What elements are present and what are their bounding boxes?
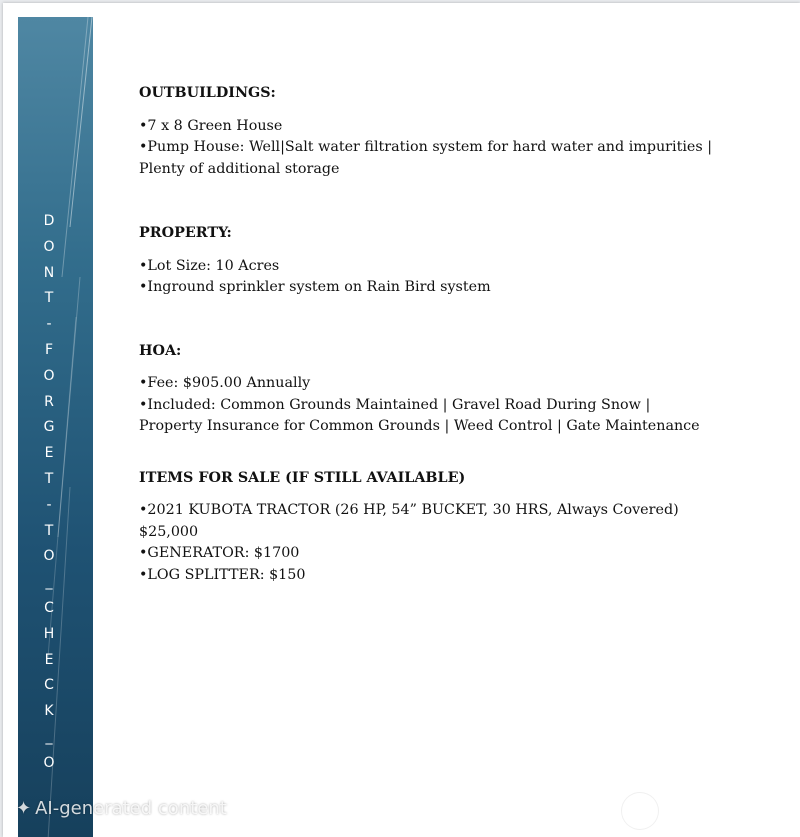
vertical-letter: E (44, 445, 54, 462)
vertical-letter: E (44, 651, 54, 668)
vertical-letter: - (46, 496, 52, 513)
vertical-letter: F (44, 341, 54, 358)
vertical-letter: C (44, 599, 54, 616)
sale-item: •GENERATOR: $1700 (139, 545, 300, 561)
vertical-letter: O (43, 238, 55, 255)
property-heading: PROPERTY: (139, 225, 232, 241)
vertical-letter: T (44, 470, 54, 487)
vertical-letter: D (43, 213, 55, 229)
circle-button[interactable] (621, 792, 659, 830)
outbuildings-item: •Pump House: Well|Salt water filtration system for hard water and impurities | (139, 139, 713, 155)
items-for-sale-heading: ITEMS FOR SALE (IF STILL AVAILABLE) (139, 469, 466, 486)
vertical-letter: _ (45, 728, 53, 745)
sale-item: •LOG SPLITTER: $150 (139, 566, 306, 583)
vertical-letter: T (44, 522, 54, 539)
document-content (139, 83, 779, 586)
hoa-item: •Included: Common Grounds Maintained | Gravel Road During Snow | (139, 396, 651, 413)
vertical-letter: - (46, 316, 52, 333)
watermark-text: AI-generated content (35, 798, 227, 819)
vertical-letter: T (44, 290, 54, 307)
outbuildings-item: •7 x 8 Green House (139, 117, 283, 134)
sidebar-banner (18, 17, 93, 837)
hoa-heading: HOA: (139, 342, 182, 359)
sale-item-price: $25,000 (139, 523, 199, 540)
vertical-letter: O (43, 754, 55, 771)
vertical-letter: K (44, 703, 54, 720)
property-item: •Lot Size: 10 Acres (139, 257, 280, 274)
property-item: •Inground sprinkler system on Rain Bird system (139, 279, 491, 295)
vertical-letter: O (43, 367, 55, 384)
vertical-letter: H (43, 625, 55, 642)
hoa-item: •Fee: $905.00 Annually (139, 375, 311, 391)
vertical-reminder-text (18, 209, 80, 777)
sparkle-icon: ✦ (16, 798, 32, 819)
vertical-letter: R (44, 393, 54, 410)
vertical-letter: G (43, 419, 55, 436)
outbuildings-heading: OUTBUILDINGS: (139, 85, 276, 101)
ai-watermark (16, 798, 227, 819)
outbuildings-item-continued: Plenty of additional storage (139, 160, 340, 177)
vertical-letter: _ (45, 574, 53, 591)
document-page (3, 3, 800, 837)
vertical-letter: N (43, 264, 55, 281)
vertical-letter: O (43, 548, 55, 565)
sale-item: •2021 KUBOTA TRACTOR (26 HP, 54” BUCKET, 30 HRS, Always Covered) (139, 502, 679, 518)
hoa-item-continued: Property Insurance for Common Grounds | Weed Control | Gate Maintenance (139, 418, 700, 434)
vertical-letter: C (44, 677, 54, 694)
